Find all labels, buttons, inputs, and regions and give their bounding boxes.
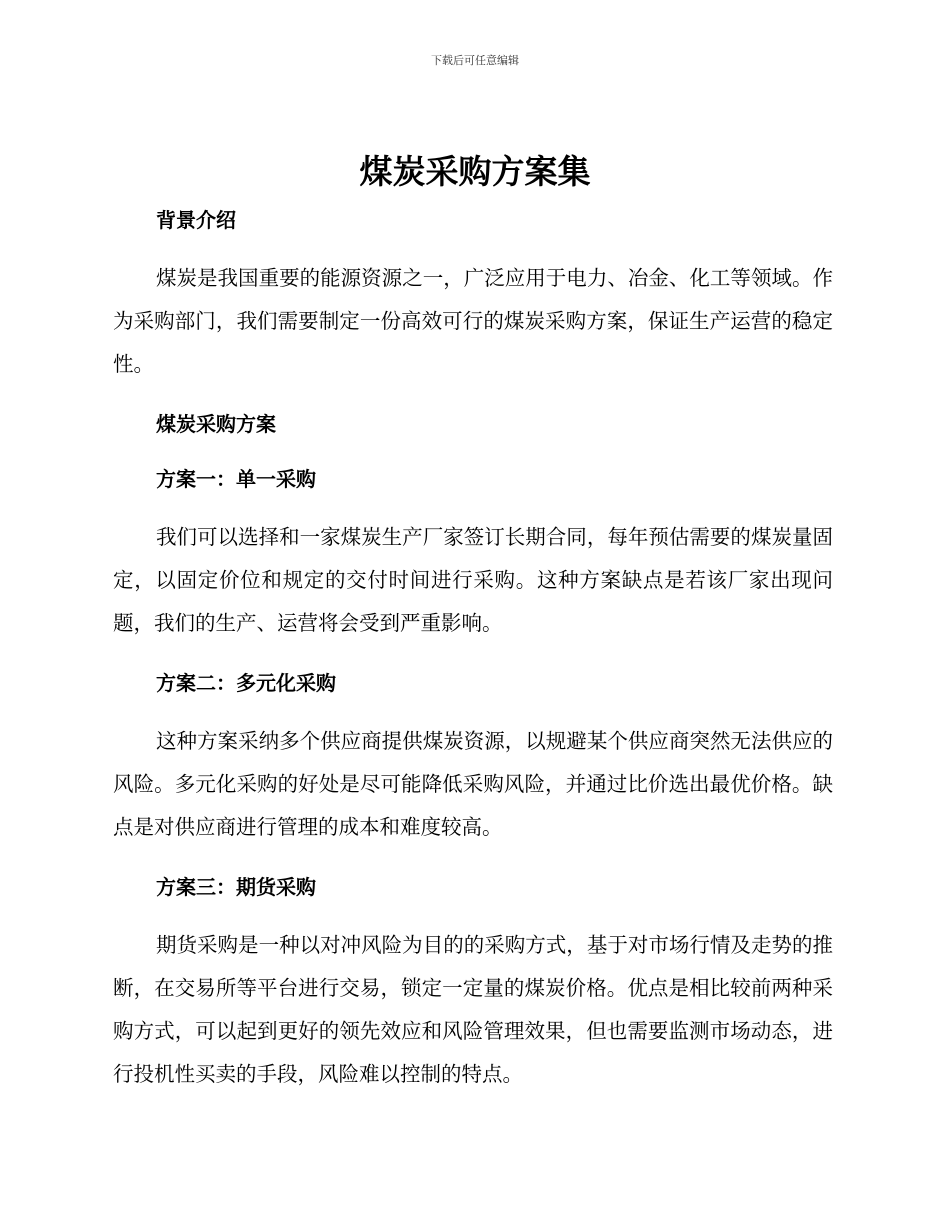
- heading-coal-plans: 煤炭采购方案: [156, 412, 276, 436]
- heading-plan-2: 方案二：多元化采购: [156, 671, 336, 695]
- paragraph-plan-1: 我们可以选择和一家煤炭生产厂家签订长期合同，每年预估需要的煤炭量固定，以固定价位和规定的交付时间进行采购。这种方案缺点是若该厂家出现问题，我们的生产、运营将会受到严重影响。: [113, 525, 833, 635]
- running-header: 下载后可任意编辑: [431, 54, 519, 67]
- heading-plan-1: 方案一：单一采购: [156, 467, 316, 491]
- paragraph-plan-3: 期货采购是一种以对冲风险为目的的采购方式，基于对市场行情及走势的推断，在交易所等平台进行交易，锁定一定量的煤炭价格。优点是相比较前两种采购方式，可以起到更好的领先效应和风险管理效果，但也需要监测市场动态，进行投机性买卖的手段，风险难以控制的特点。: [113, 933, 833, 1086]
- heading-background: 背景介绍: [156, 208, 236, 232]
- paragraph-background: 煤炭是我国重要的能源资源之一，广泛应用于电力、冶金、化工等领域。作为采购部门，我们需要制定一份高效可行的煤炭采购方案，保证生产运营的稳定性。: [113, 266, 833, 376]
- document-body: [113, 202, 833, 1096]
- heading-plan-3: 方案三：期货采购: [156, 875, 316, 899]
- paragraph-plan-2: 这种方案采纳多个供应商提供煤炭资源，以规避某个供应商突然无法供应的风险。多元化采购的好处是尽可能降低采购风险，并通过比价选出最优价格。缺点是对供应商进行管理的成本和难度较高。: [113, 729, 833, 839]
- document-title: 煤炭采购方案集: [359, 152, 591, 191]
